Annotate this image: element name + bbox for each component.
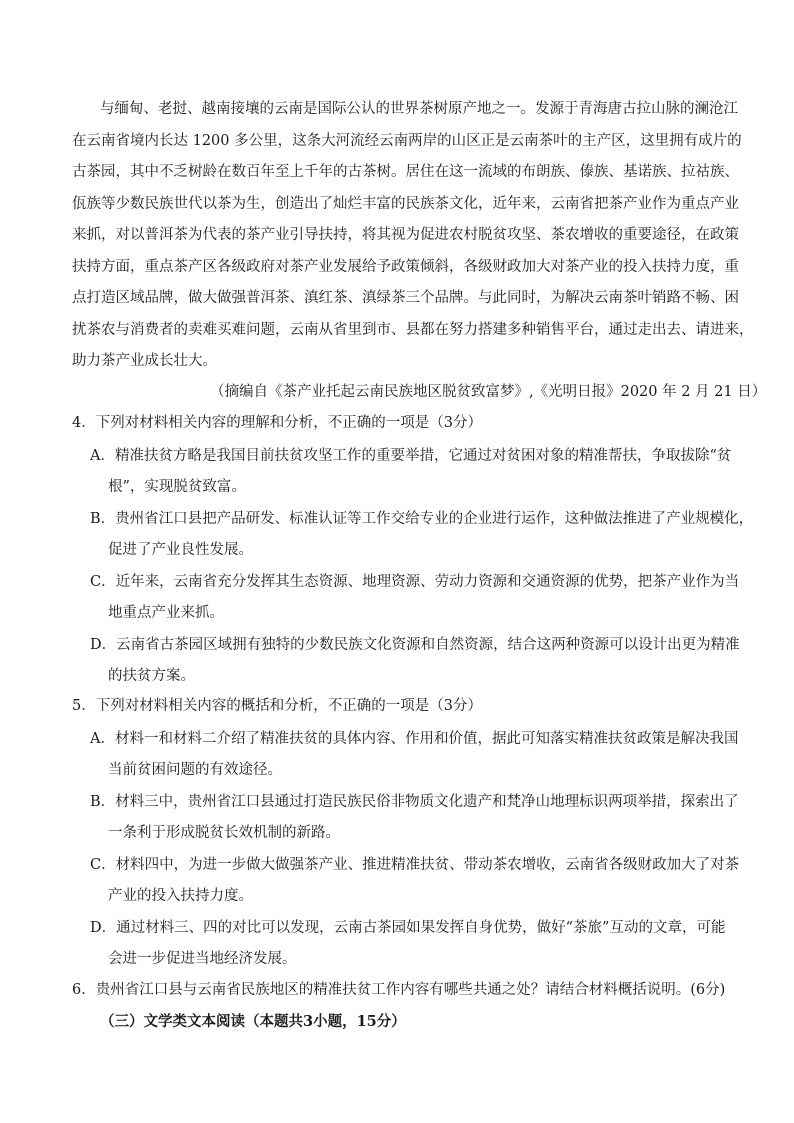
option-b: B．材料三中，贵州省江口县通过打造民族民俗非物质文化遗产和梵净山地理标识两项举措，探索出了 — [90, 794, 739, 810]
passage-line: 助力茶产业成长壮大。 — [72, 353, 217, 369]
section-heading: （三）文学类文本阅读（本题共3小题，15分） — [100, 1013, 406, 1030]
passage-line: 与缅甸、老挝、越南接壤的云南是国际公认的世界茶树原产地之一。发源于青海唐古拉山脉的澜沧江 — [100, 101, 738, 117]
option-a-cont: 当前贫困问题的有效途径。 — [108, 762, 282, 778]
option-d: D．云南省古茶园区域拥有独特的少数民族文化资源和自然资源，结合这两种资源可以设计出更为精准 — [90, 637, 740, 653]
passage-line: 扰茶农与消费者的卖难买难问题，云南从省里到市、县都在努力搭建多种销售平台，通过走出去、请进来， — [72, 322, 754, 338]
option-a-cont: 根”，实现脱贫致富。 — [108, 479, 246, 495]
option-d-cont: 会进一步促进当地经济发展。 — [108, 951, 297, 967]
passage-line: 在云南省境内长达 1200 多公里，这条大河流经云南两岸的山区正是云南茶叶的主产区，这里拥有成片的 — [72, 133, 742, 149]
option-a: A．材料一和材料二介绍了精准扶贫的具体内容、作用和价值，据此可知落实精准扶贫政策是解决我国 — [90, 731, 739, 747]
question-stem: 5．下列对材料相关内容的概括和分析，不正确的一项是（3分） — [72, 698, 482, 714]
passage-line: 古茶园，其中不乏树龄在数百年至上千年的古茶树。居住在这一流域的布朗族、傣族、基诺族、拉祜族、 — [72, 164, 739, 180]
question-6: 6．贵州省江口县与云南省民族地区的精准扶贫工作内容有哪些共通之处？请结合材料概括说明。(6分) — [72, 982, 726, 998]
option-b-cont: 促进了产业良性发展。 — [108, 542, 253, 558]
option-d: D．通过材料三、四的对比可以发现，云南古茶园如果发挥自身优势，做好“茶旅”互动的文章，可能 — [90, 920, 726, 936]
option-c-cont: 地重点产业来抓。 — [108, 605, 224, 621]
option-c: C．近年来，云南省充分发挥其生态资源、地理资源、劳动力资源和交通资源的优势，把茶产业作为当 — [90, 574, 740, 590]
source-citation: （摘编自《茶产业托起云南民族地区脱贫致富梦》,《光明日报》2020 年 2 月 21 日） — [210, 384, 767, 400]
question-stem: 4．下列对材料相关内容的理解和分析，不正确的一项是（3分） — [72, 415, 482, 431]
option-c: C．材料四中，为进一步做大做强茶产业、推进精准扶贫、带动茶农增收，云南省各级财政加大了对茶 — [90, 857, 740, 873]
option-b: B．贵州省江口县把产品研发、标准认证等工作交给专业的企业进行运作，这种做法推进了产业规模化， — [90, 511, 754, 527]
passage-line: 佤族等少数民族世代以茶为生，创造出了灿烂丰富的民族茶文化，近年来，云南省把茶产业作为重点产业 — [72, 196, 739, 212]
option-a: A．精准扶贫方略是我国目前扶贫攻坚工作的重要举措，它通过对贫困对象的精准帮扶，争取拔除“贫 — [90, 448, 732, 464]
option-c-cont: 产业的投入扶持力度。 — [108, 888, 253, 904]
passage-line: 扶持方面，重点茶产区各级政府对茶产业发展给予政策倾斜，各级财政加大对茶产业的投入扶持力度，重 — [72, 259, 739, 275]
passage-line: 点打造区域品牌，做大做强普洱茶、滇红茶、滇绿茶三个品牌。与此同时，为解决云南茶叶销路不畅、困 — [72, 290, 739, 306]
passage-line: 来抓，对以普洱茶为代表的茶产业引导扶持，将其视为促进农村脱贫攻坚、茶农增收的重要途径，在政策 — [72, 227, 739, 243]
option-d-cont: 的扶贫方案。 — [108, 668, 195, 684]
option-b-cont: 一条利于形成脱贫长效机制的新路。 — [108, 825, 340, 841]
